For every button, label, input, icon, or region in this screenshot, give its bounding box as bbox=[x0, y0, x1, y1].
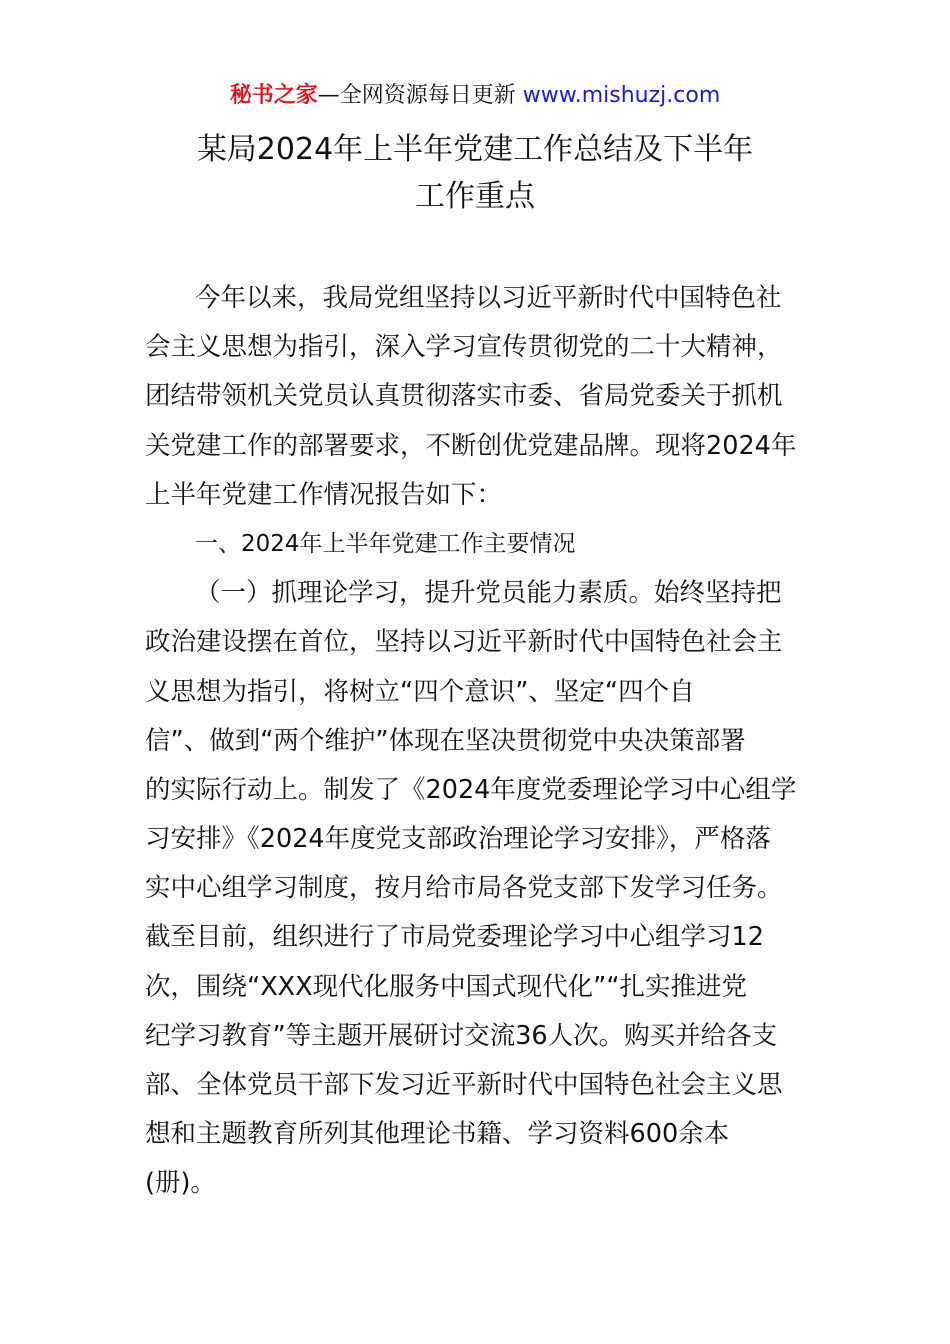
paragraph-line: 想和主题教育所列其他理论书籍、学习资料600余本 bbox=[145, 1119, 730, 1150]
paragraph-line: 政治建设摆在首位，坚持以习近平新时代中国特色社会主 bbox=[145, 627, 783, 658]
paragraph-line: 实中心组学习制度，按月给市局各党支部下发学习任务。 bbox=[145, 873, 783, 904]
paragraph-line: 截至目前，组织进行了市局党委理论学习中心组学习12 bbox=[145, 922, 764, 953]
header-tagline: —全网资源每日更新 bbox=[317, 83, 516, 108]
site-header bbox=[0, 80, 950, 112]
brand-name: 秘书之家 bbox=[229, 83, 318, 108]
paragraph-line: (册)。 bbox=[145, 1168, 216, 1199]
site-url: www.mishuzj.com bbox=[522, 83, 721, 108]
paragraph-line: 信”、做到“两个维护”体现在坚决贯彻党中央决策部署 bbox=[145, 725, 746, 756]
title-line-2: 工作重点 bbox=[415, 179, 535, 214]
section-heading: 一、2024年上半年党建工作主要情况 bbox=[195, 530, 576, 557]
paragraph-line: 今年以来，我局党组坚持以习近平新时代中国特色社 bbox=[195, 283, 782, 313]
paragraph-line: 纪学习教育”等主题开展研讨交流36人次。购买并给各支 bbox=[145, 1020, 778, 1051]
paragraph-line: 的实际行动上。制发了《2024年度党委理论学习中心组学 bbox=[145, 774, 797, 805]
document-title bbox=[100, 126, 850, 220]
paragraph-line: 义思想为指引，将树立“四个意识”、坚定“四个自 bbox=[145, 676, 695, 707]
paragraph-line: 次，围绕“XXX现代化服务中国式现代化”“扎实推进党 bbox=[145, 971, 748, 1002]
paragraph-line: 上半年党建工作情况报告如下： bbox=[145, 479, 503, 510]
paragraph-line: 关党建工作的部署要求，不断创优党建品牌。现将2024年 bbox=[145, 430, 797, 461]
paragraph-line: （一）抓理论学习，提升党员能力素质。始终坚持把 bbox=[195, 578, 782, 609]
paragraph-line: 团结带领机关党员认真贯彻落实市委、省局党委关于抓机 bbox=[145, 381, 783, 412]
title-line-1: 某局2024年上半年党建工作总结及下半年 bbox=[196, 132, 754, 167]
paragraph-line: 会主义思想为指引，深入学习宣传贯彻党的二十大精神， bbox=[145, 332, 783, 363]
document-body bbox=[145, 274, 810, 1209]
paragraph-line: 习安排》《2024年度党支部政治理论学习安排》，严格落 bbox=[145, 824, 771, 855]
paragraph-line: 部、全体党员干部下发习近平新时代中国特色社会主义思 bbox=[145, 1070, 783, 1100]
